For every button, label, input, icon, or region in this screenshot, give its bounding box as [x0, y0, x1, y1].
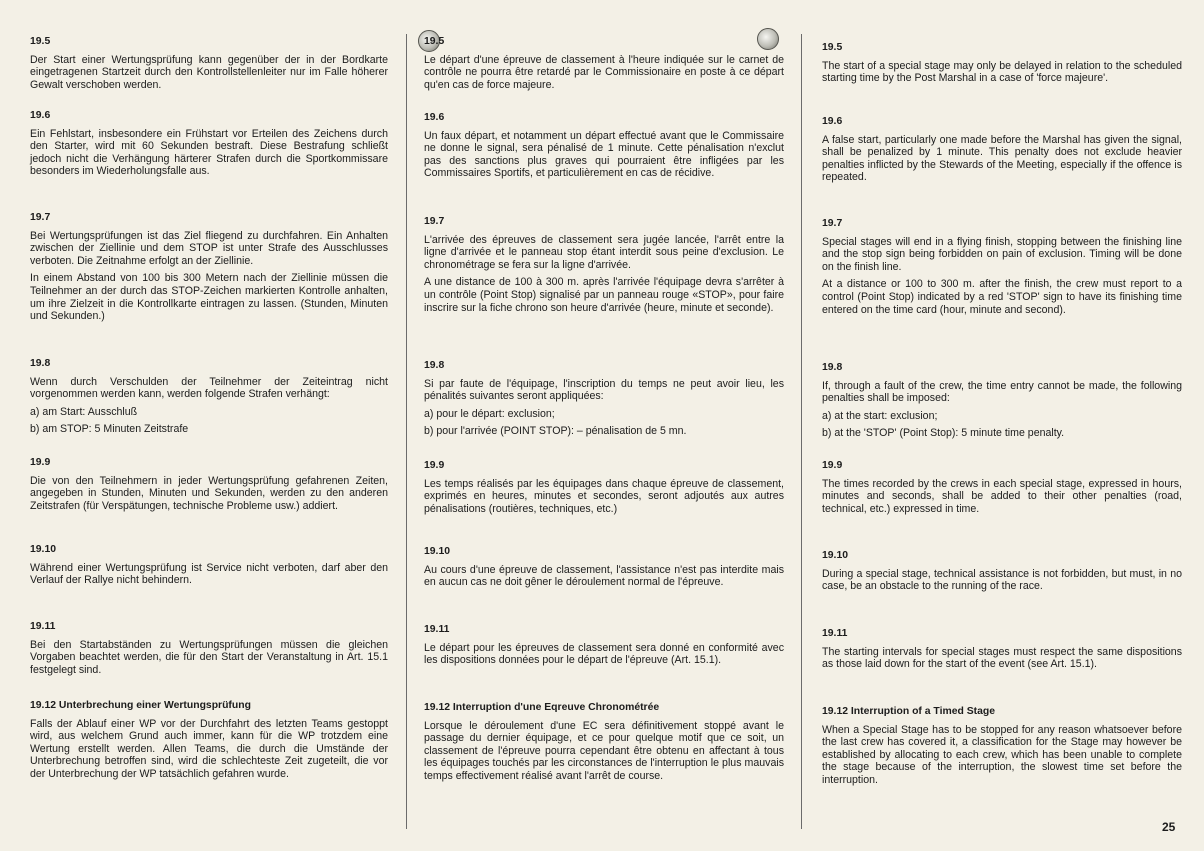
- section-19-6: [424, 112, 784, 185]
- column-divider: [406, 34, 407, 829]
- section-19-12: [30, 700, 388, 786]
- section-heading: 19.11: [822, 628, 848, 639]
- section-heading: 19.12 Interruption of a Timed Stage: [822, 706, 996, 717]
- section-heading: 19.8: [424, 360, 445, 371]
- section-text: Während einer Wertungsprüfung ist Service nicht verboten, darf aber den Verlauf der Rallye nicht behindern.: [30, 561, 388, 587]
- section-text: Falls der Ablauf einer WP vor der Durchfahrt des letzten Teams gestoppt wird, aus welchem Grund auch immer, kann für die WP trotzdem eine Wertung erstellt werden. Allen Teams, die durch die Umstände der Unterbrechung betroffen sind, wird die schlechteste Zeit zugeteilt, die vor der Unterbrechung der WP tatsächlich gefahren wurde.: [30, 717, 388, 780]
- section-19-5: [30, 36, 388, 96]
- section-text: In einem Abstand von 100 bis 300 Metern nach der Ziellinie müssen die Teilnehmer an der durch das STOP-Zeichen markierten Kontrolle anhalten, um ihre Zielzeit in die Kontrollkarte eintragen zu lassen. (Stunden, Minuten und Sekunden.): [30, 272, 388, 323]
- section-19-12: [822, 706, 1182, 792]
- section-text: A une distance de 100 à 300 m. après l'arrivée l'équipage devra s'arrêter à un contrôle (Point Stop) signalisé par un panneau rouge «STOP», pour faire inscrire sur la fiche chrono son heure d'arrivée (heure, minute et seconde).: [424, 276, 784, 314]
- section-heading: 19.6: [822, 116, 843, 127]
- section-19-8: [30, 358, 388, 441]
- section-text: Der Start einer Wertungsprüfung kann gegenüber der in der Bordkarte eingetragenen Startzeit durch den Kontrollstellenleiter nur im Falle höherer Gewalt verschoben werden.: [30, 53, 388, 91]
- section-heading: 19.7: [424, 216, 445, 227]
- section-text: The times recorded by the crews in each special stage, expressed in hours, minutes and seconds, shall be added to their other penalties (road, technical, etc.) expressed in time.: [822, 477, 1182, 515]
- section-text: The starting intervals for special stages must respect the same dispositions as those laid down for the start of the event (see Art. 15.1).: [822, 645, 1182, 671]
- section-19-5: [424, 36, 784, 96]
- section-text: Bei Wertungsprüfungen ist das Ziel fliegend zu durchfahren. Ein Anhalten zwischen der Ziellinie und dem STOP ist unter Strafe des Ausschlusses verboten. Die Zeitnahme erfolgt an der Ziellinie.: [30, 229, 388, 267]
- section-heading: 19.9: [822, 460, 843, 471]
- penalty-item: b) at the 'STOP' (Point Stop): 5 minute time penalty.: [822, 427, 1065, 440]
- section-heading: 19.5: [30, 36, 51, 47]
- section-19-8: [822, 362, 1182, 445]
- section-19-9: [30, 457, 388, 517]
- section-heading: 19.5: [424, 36, 445, 47]
- section-heading: 19.8: [822, 362, 843, 373]
- section-heading: 19.5: [822, 42, 843, 53]
- section-text: Bei den Startabständen zu Wertungsprüfungen müssen die gleichen Vorgaben beachtet werden, die für den Start der Veranstaltung in Art. 15.1 festgelegt sind.: [30, 638, 388, 676]
- section-19-9: [424, 460, 784, 520]
- section-19-5: [822, 42, 1182, 90]
- section-text: When a Special Stage has to be stopped for any reason whatsoever before the last crew has covered it, a classification for the Stage may however be established by allocating to each crew, which has been unable to complete the stage because of the interruption, the slowest time set before the interruption.: [822, 723, 1182, 786]
- section-19-10: [822, 550, 1182, 598]
- section-19-11: [424, 624, 784, 672]
- section-heading: 19.12 Unterbrechung einer Wertungsprüfung: [30, 700, 251, 711]
- section-text: Wenn durch Verschulden der Teilnehmer der Zeiteintrag nicht vorgenommen werden kann, werden folgende Strafen verhängt:: [30, 375, 388, 401]
- section-heading: 19.10: [822, 550, 849, 561]
- section-text: Le départ pour les épreuves de classement sera donné en conformité avec les dispositions données pour le départ de l'épreuve (Art. 15.1).: [424, 641, 784, 667]
- section-heading: 19.11: [30, 621, 56, 632]
- section-text: Lorsque le déroulement d'une EC sera définitivement stoppé avant le passage du dernier équipage, et ce pour quelque motif que ce soit, un classement de l'épreuve pourra cependant être obtenu en affectant à tous les équipages touchés par les circonstances de l'interruption le plus mauvais temps effectivement réalisé avant l'arrêt de course.: [424, 719, 784, 782]
- section-text: At a distance or 100 to 300 m. after the finish, the crew must report to a control (Point Stop) indicated by a red 'STOP' sign to have its finishing time entered on the time card (hour, minute and second).: [822, 278, 1182, 316]
- section-heading: 19.7: [30, 212, 51, 223]
- section-heading: 19.10: [424, 546, 451, 557]
- section-text: Die von den Teilnehmern in jeder Wertungsprüfung gefahrenen Zeiten, angegeben in Stunden, Minuten und Sekunden, werden zu den anderen Zeitstrafen (für Verspätungen, technische Probleme usw.) addiert.: [30, 474, 388, 512]
- page-number: 25: [1162, 820, 1176, 834]
- section-heading: 19.8: [30, 358, 51, 369]
- section-heading: 19.9: [424, 460, 445, 471]
- penalty-item: a) am Start: Ausschluß: [30, 405, 138, 418]
- section-text: Les temps réalisés par les équipages dans chaque épreuve de classement, exprimés en heures, minutes et secondes, seront adjoutés aux autres pénalisations (routières, techniques, etc.): [424, 477, 784, 515]
- section-19-9: [822, 460, 1182, 520]
- section-19-7: [30, 212, 388, 328]
- section-text: During a special stage, technical assistance is not forbidden, but must, in no case, be an obstacle to the running of the race.: [822, 567, 1182, 593]
- section-heading: 19.10: [30, 544, 57, 555]
- section-19-6: [822, 116, 1182, 189]
- penalty-item: a) at the start: exclusion;: [822, 409, 938, 422]
- section-19-10: [30, 544, 388, 592]
- section-19-12: [424, 702, 784, 788]
- section-text: Un faux départ, et notamment un départ effectué avant que le Commissaire ne donne le signal, sera pénalisé de 1 minute. Cette pénalisation n'exclut pas des sanctions plus graves qui pourraient être infligées par les Commissaires Sportifs, et particulièrement en cas de récidive.: [424, 129, 784, 180]
- section-19-10: [424, 546, 784, 594]
- column-divider: [801, 34, 802, 829]
- penalty-item: a) pour le départ: exclusion;: [424, 407, 555, 420]
- section-heading: 19.12 Interruption d'une Eqreuve Chronométrée: [424, 702, 660, 713]
- penalty-item: b) pour l'arrivée (POINT STOP): – pénalisation de 5 mn.: [424, 425, 687, 438]
- section-heading: 19.11: [424, 624, 450, 635]
- section-text: Si par faute de l'équipage, l'inscription du temps ne peut avoir lieu, les pénalités suivantes seront appliquées:: [424, 377, 784, 403]
- section-19-7: [424, 216, 784, 319]
- section-19-11: [822, 628, 1182, 676]
- section-19-6: [30, 110, 388, 183]
- section-text: Special stages will end in a flying finish, stopping between the finishing line and the stop sign being forbidden on pain of exclusion. Timing will be done on the finish line.: [822, 235, 1182, 273]
- section-text: If, through a fault of the crew, the time entry cannot be made, the following penalties shall be imposed:: [822, 379, 1182, 405]
- section-heading: 19.6: [30, 110, 51, 121]
- section-19-7: [822, 218, 1182, 321]
- penalty-item: b) am STOP: 5 Minuten Zeitstrafe: [30, 423, 189, 436]
- section-19-8: [424, 360, 784, 443]
- section-text: Le départ d'une épreuve de classement à l'heure indiquée sur le carnet de contrôle ne pourra être retardé par le Commissionaire en poste à ce départ qu'en cas de force majeure.: [424, 53, 784, 91]
- section-19-11: [30, 621, 388, 681]
- section-heading: 19.7: [822, 218, 843, 229]
- section-text: L'arrivée des épreuves de classement sera jugée lancée, l'arrêt entre la ligne d'arrivée et le panneau stop étant interdit sous peine d'exclusion. Le chronométrage se fera sur la ligne d'arrivée.: [424, 233, 784, 271]
- section-text: A false start, particularly one made before the Marshal has given the signal, shall be penalized by 1 minute. This penalty does not exclude heavier penalties inflicted by the Stewards of the Meeting, especially if the offence is repeated.: [822, 133, 1182, 184]
- section-text: Au cours d'une épreuve de classement, l'assistance n'est pas interdite mais en aucun cas ne doit gêner le déroulement normal de l'épreuve.: [424, 563, 784, 589]
- section-heading: 19.6: [424, 112, 445, 123]
- section-text: The start of a special stage may only be delayed in relation to the scheduled starting time by the Post Marshal in a case of 'force majeure'.: [822, 59, 1182, 85]
- section-heading: 19.9: [30, 457, 51, 468]
- section-text: Ein Fehlstart, insbesondere ein Frühstart vor Erteilen des Zeichens durch den Starter, wird mit 60 Sekunden bestraft. Diese Bestrafung schließt jedoch nicht die Verhängung härterer Strafen durch die Sportkommissare besonders im Wiederholungsfalle aus.: [30, 127, 388, 178]
